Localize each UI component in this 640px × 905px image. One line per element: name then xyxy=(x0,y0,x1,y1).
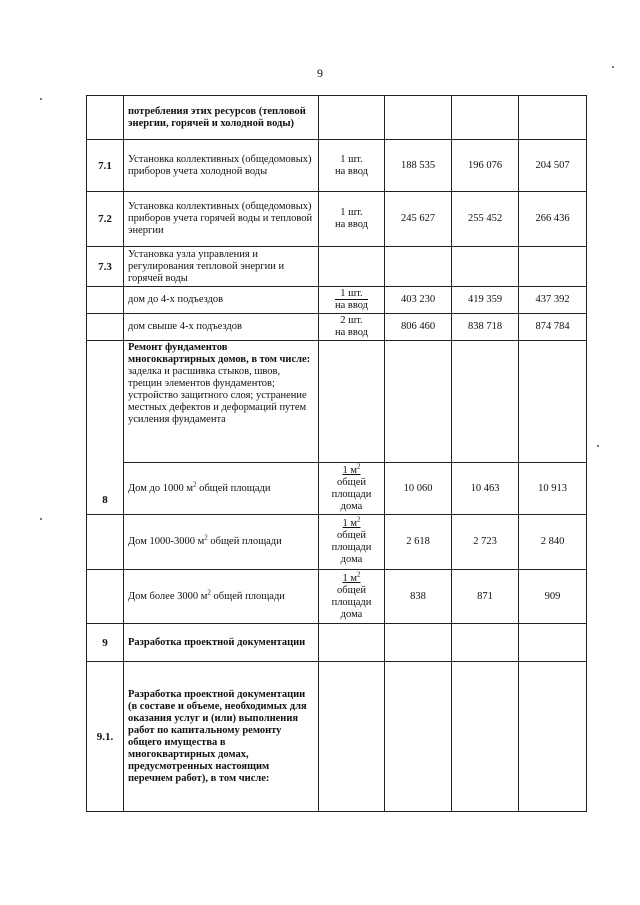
unit-line: на ввод xyxy=(334,219,369,230)
value-cell xyxy=(385,96,452,140)
section-details: заделка и расшивка стыков, швов, трещин элементов фундаментов; устройство защитного слоя; устранение местных дефектов и деформаций путем усиления фундамента xyxy=(128,366,307,425)
value-cell: 871 xyxy=(452,570,519,624)
unit-line: 1 $м^2$ xyxy=(342,570,361,584)
row-unit xyxy=(319,341,385,463)
table-row xyxy=(87,192,587,247)
value-cell xyxy=(519,96,587,140)
row-description: потребления этих ресурсов (тепловой энергии, горячей и холодной воды) xyxy=(124,96,319,140)
value-cell: 2 723 xyxy=(452,515,519,570)
value-cell xyxy=(452,341,519,463)
unit-line: 1 $м^2$ xyxy=(342,462,361,476)
unit-line: общей xyxy=(337,476,366,488)
scan-speck xyxy=(597,445,599,447)
cost-table xyxy=(86,95,587,812)
row-description: Разработка проектной документации (в составе и объеме, необходимых для оказания услуг и (или) выполнения работ по капитальному ремонту общего имущества в многоквартирных домах, предусмотренных настоящим перечнем работ), в том числе: xyxy=(124,662,319,812)
unit-line: 1 шт. xyxy=(340,153,363,165)
row-description: Установка коллективных (общедомовых) приборов учета холодной воды xyxy=(124,140,319,192)
unit-line: 1 шт. xyxy=(340,207,363,218)
value-cell: 838 xyxy=(385,570,452,624)
value-cell xyxy=(452,662,519,812)
value-cell xyxy=(519,341,587,463)
value-cell: 2 840 xyxy=(519,515,587,570)
value-cell: 437 392 xyxy=(519,287,587,314)
value-cell xyxy=(452,247,519,287)
row-number: 9 xyxy=(87,624,124,662)
value-cell: 245 627 xyxy=(385,192,452,247)
value-cell: 10 463 xyxy=(452,463,519,515)
table-row xyxy=(87,624,587,662)
row-description: Установка узла управления и регулирования тепловой энергии и горячей воды xyxy=(124,247,319,287)
value-cell: 266 436 xyxy=(519,192,587,247)
value-cell xyxy=(452,624,519,662)
value-cell: 419 359 xyxy=(452,287,519,314)
row-unit xyxy=(319,287,385,314)
table-row xyxy=(87,463,587,515)
row-number xyxy=(87,570,124,624)
value-cell: 874 784 xyxy=(519,314,587,341)
table-row xyxy=(87,341,587,463)
unit-line: площади xyxy=(331,542,372,553)
row-number xyxy=(87,314,124,341)
scan-speck xyxy=(612,66,614,68)
row-number: 8 xyxy=(87,341,124,515)
value-cell: 2 618 xyxy=(385,515,452,570)
table-row xyxy=(87,570,587,624)
row-description: дом свыше 4-х подъездов xyxy=(124,314,319,341)
row-number: 7.1 xyxy=(87,140,124,192)
table-row xyxy=(87,515,587,570)
value-cell xyxy=(385,341,452,463)
row-unit xyxy=(319,247,385,287)
value-cell xyxy=(519,662,587,812)
unit-line: дома xyxy=(340,554,363,565)
unit-line: площади xyxy=(331,488,372,500)
row-unit xyxy=(319,662,385,812)
scan-speck xyxy=(40,98,42,100)
row-number xyxy=(87,515,124,570)
value-cell xyxy=(385,247,452,287)
row-number xyxy=(87,96,124,140)
row-description: Установка коллективных (общедомовых) приборов учета горячей воды и тепловой энергии xyxy=(124,192,319,247)
table-row xyxy=(87,314,587,341)
row-description: Дом до 1000 $м^2$ общей площади xyxy=(124,463,319,515)
row-number: 7.3 xyxy=(87,247,124,287)
unit-line: на ввод xyxy=(334,300,369,311)
value-cell: 806 460 xyxy=(385,314,452,341)
value-cell: 909 xyxy=(519,570,587,624)
value-cell: 204 507 xyxy=(519,140,587,192)
section-heading: Ремонт фундаментов многоквартирных домов, в том числе: xyxy=(128,342,311,365)
table-row xyxy=(87,287,587,314)
value-cell xyxy=(385,624,452,662)
value-cell xyxy=(385,662,452,812)
unit-line: на ввод xyxy=(334,165,369,177)
row-description: Дом более 3000 $м^2$ общей площади xyxy=(124,570,319,624)
row-number xyxy=(87,287,124,314)
scan-speck xyxy=(40,518,42,520)
row-unit xyxy=(319,624,385,662)
unit-line: дома xyxy=(340,608,363,620)
row-unit xyxy=(319,570,385,624)
unit-line: 1 $м^2$ xyxy=(342,515,361,529)
unit-line: общей xyxy=(337,584,366,596)
page-number: 9 xyxy=(317,66,323,80)
value-cell: 255 452 xyxy=(452,192,519,247)
unit-line: на ввод xyxy=(334,327,369,338)
value-cell xyxy=(452,96,519,140)
value-cell xyxy=(519,624,587,662)
unit-line: дома xyxy=(340,500,363,512)
row-unit xyxy=(319,463,385,515)
value-cell: 838 718 xyxy=(452,314,519,341)
table-row xyxy=(87,247,587,287)
value-cell: 10 060 xyxy=(385,463,452,515)
row-description: дом до 4-х подъездов xyxy=(124,287,319,314)
row-description xyxy=(124,341,319,463)
table-row xyxy=(87,662,587,812)
row-number: 7.2 xyxy=(87,192,124,247)
row-number: 9.1. xyxy=(87,662,124,812)
value-cell: 188 535 xyxy=(385,140,452,192)
unit-line: площади xyxy=(331,596,372,608)
table-row xyxy=(87,140,587,192)
row-unit xyxy=(319,96,385,140)
unit-line: 2 шт. xyxy=(340,315,363,326)
value-cell xyxy=(519,247,587,287)
value-cell: 403 230 xyxy=(385,287,452,314)
row-unit xyxy=(319,140,385,192)
unit-line: 1 шт. xyxy=(340,288,363,299)
unit-line: общей xyxy=(337,530,366,541)
row-description: Дом 1000-3000 $м^2$ общей площади xyxy=(124,515,319,570)
table-row xyxy=(87,96,587,140)
value-cell: 196 076 xyxy=(452,140,519,192)
row-unit xyxy=(319,314,385,341)
value-cell: 10 913 xyxy=(519,463,587,515)
row-unit xyxy=(319,192,385,247)
row-description: Разработка проектной документации xyxy=(124,624,319,662)
row-unit xyxy=(319,515,385,570)
